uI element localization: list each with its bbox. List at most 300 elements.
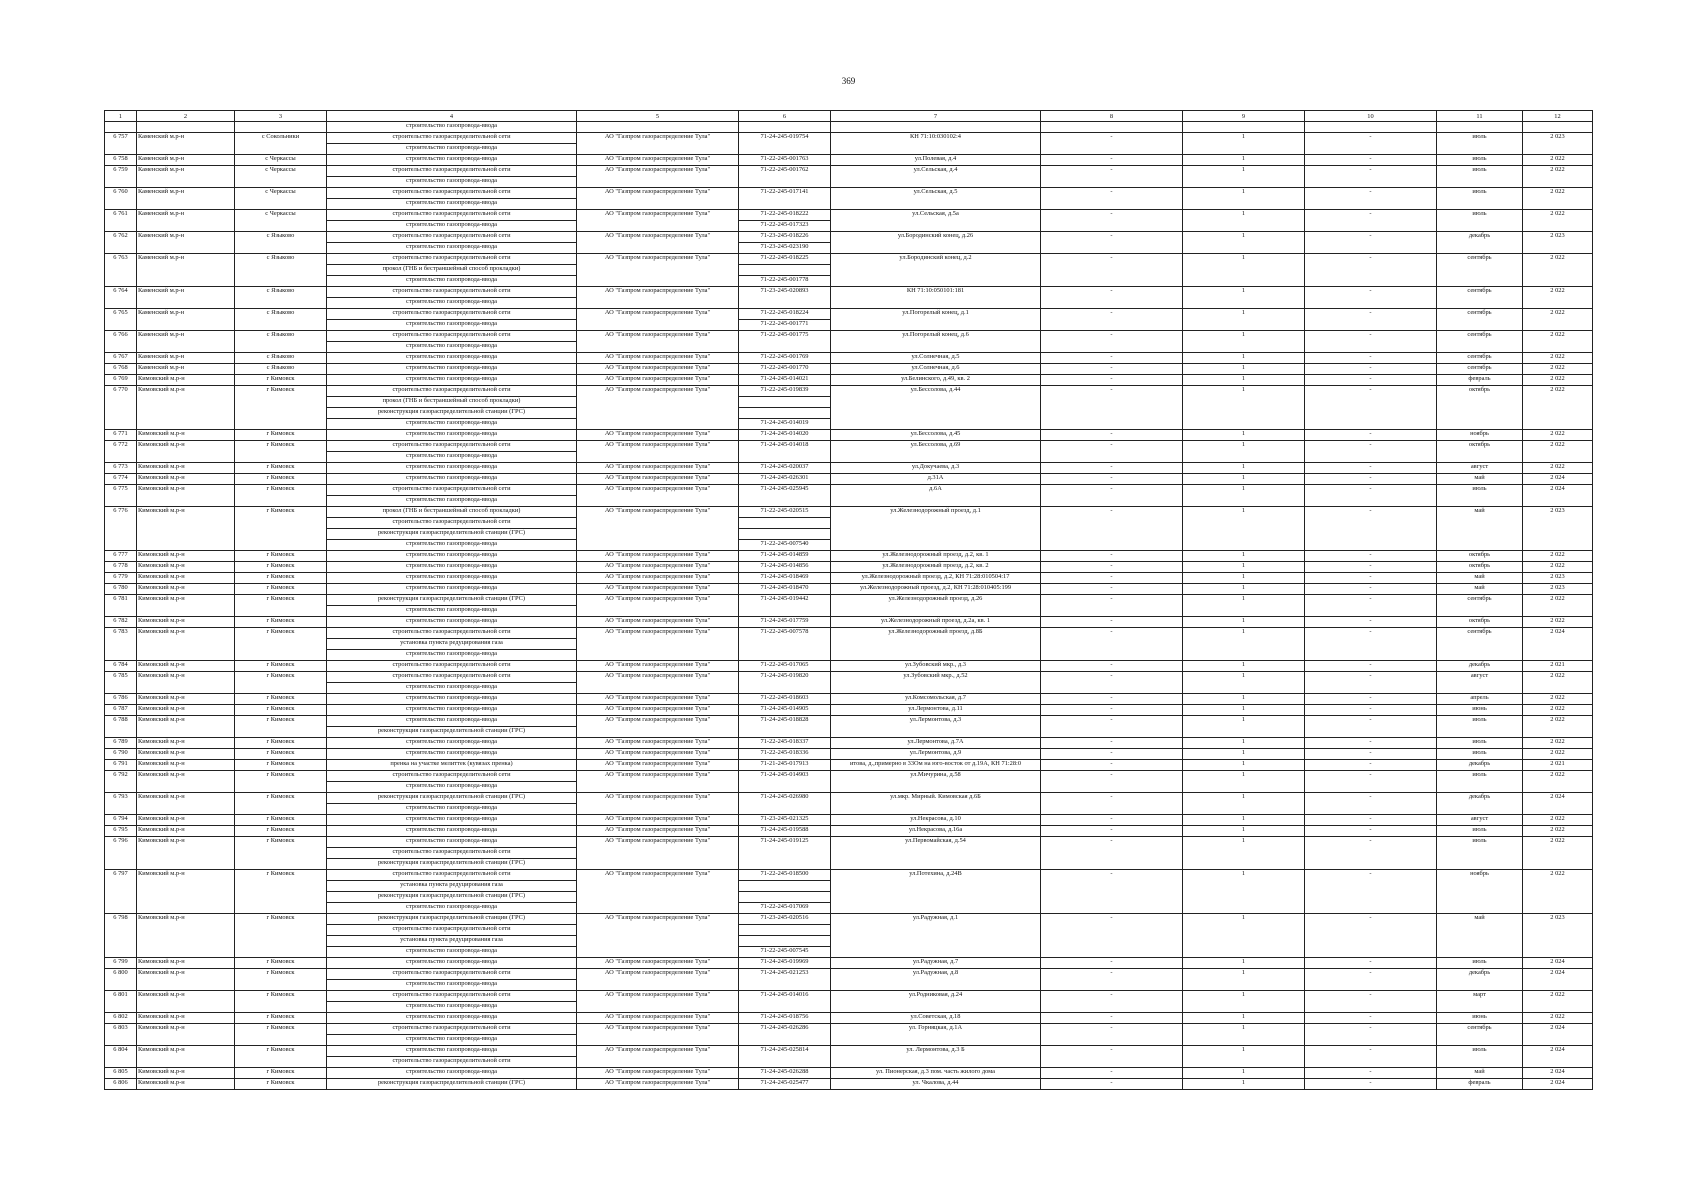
work-item: строительство газопровода-ввода [406,463,497,470]
year-cell: 2 022 [1523,837,1593,870]
work-item: строительство газопровода-ввода [406,617,497,624]
col8-cell: - [1041,595,1183,617]
work-item: строительство газопровода-ввода [327,902,576,913]
month-cell: декабрь [1437,760,1523,771]
col9-cell: 1 [1183,287,1305,309]
col8-cell: - [1041,562,1183,573]
col10-cell: - [1305,188,1437,210]
district-cell: Кимовский м.р-н [137,628,235,661]
year-cell: 2 022 [1523,353,1593,364]
month-cell: май [1437,1068,1523,1079]
application-id-cell [739,760,831,771]
district-cell: Кимовский м.р-н [137,441,235,463]
month-cell: февраль [1437,375,1523,386]
settlement-cell: г Кимовск [235,793,327,815]
address-cell: д.31А [831,474,1041,485]
col8-cell: - [1041,870,1183,914]
table-row [105,364,1593,375]
year-cell: 2 022 [1523,364,1593,375]
organization-cell: АО "Газпром газораспределение Тула" [577,1024,739,1046]
row-number: 6 774 [105,474,137,485]
works-cell [327,232,577,254]
application-id: 71-22-245-018337 [760,738,809,745]
col10-cell: - [1305,749,1437,760]
row-number: 6 783 [105,628,137,661]
address-cell: ул.Радужная, д.1 [831,914,1041,958]
application-id-cell [739,584,831,595]
col8-cell: - [1041,210,1183,232]
year-cell: 2 022 [1523,254,1593,287]
year-cell: 2 023 [1523,232,1593,254]
col8-cell: - [1041,749,1183,760]
col8-cell [1041,122,1183,133]
work-item: строительство газораспределительной сети [392,1024,511,1031]
application-id [739,264,830,275]
application-id-cell [739,815,831,826]
row-number: 6 758 [105,155,137,166]
organization-cell: АО "Газпром газораспределение Тула" [577,155,739,166]
col9-cell: 1 [1183,1046,1305,1068]
address-cell: ул.Лермонтова, д.7А [831,738,1041,749]
settlement-cell: с Языково [235,309,327,331]
col8-cell: - [1041,914,1183,958]
organization-cell: АО "Газпром газораспределение Тула" [577,573,739,584]
work-item: строительство газораспределительной сети [392,254,511,261]
address-cell: ул.Радужная, д.7 [831,958,1041,969]
application-id: 71-24-245-014019 [739,418,830,429]
col9-cell: 1 [1183,991,1305,1013]
column-header: 7 [831,111,1041,122]
col9-cell: 1 [1183,738,1305,749]
work-item: строительство газопровода-ввода [406,837,497,844]
application-id-cell [739,595,831,617]
application-id-cell [739,133,831,155]
col9-cell: 1 [1183,1079,1305,1090]
organization-cell: АО "Газпром газораспределение Тула" [577,562,739,573]
work-item: строительство газораспределительной сети [392,133,511,140]
year-cell: 2 023 [1523,914,1593,958]
district-cell: Кимовский м.р-н [137,463,235,474]
settlement-cell: г Кимовск [235,716,327,738]
application-id: 71-24-245-019125 [760,837,809,844]
application-id-cell [739,694,831,705]
application-id: 71-22-245-007578 [760,628,809,635]
address-cell: ул. Пионерская, д.3 пом. часть жилого дома [831,1068,1041,1079]
year-cell: 2 024 [1523,485,1593,507]
col8-cell: - [1041,815,1183,826]
district-cell: Кимовский м.р-н [137,793,235,815]
month-cell: май [1437,584,1523,595]
work-item: строительство газораспределительной сети [392,870,511,877]
year-cell: 2 024 [1523,958,1593,969]
application-id: 71-24-245-019442 [760,595,809,602]
application-id [739,528,830,539]
col9-cell: 1 [1183,1013,1305,1024]
month-cell: октябрь [1437,441,1523,463]
col10-cell: - [1305,166,1437,188]
address-cell: ул.Лермонтова, д.9 [831,749,1041,760]
settlement-cell: г Кимовск [235,551,327,562]
settlement-cell: г Кимовск [235,837,327,870]
column-header: 5 [577,111,739,122]
district-cell: Кимовский м.р-н [137,837,235,870]
settlement-cell: г Кимовск [235,991,327,1013]
address-cell: ул.Солнечная, д.5 [831,353,1041,364]
work-item: строительство газопровода-ввода [327,143,576,154]
col10-cell: - [1305,837,1437,870]
settlement-cell: г Кимовск [235,1024,327,1046]
col9-cell: 1 [1183,562,1305,573]
application-id-cell [739,331,831,353]
district-cell: Кимовский м.р-н [137,738,235,749]
works-cell [327,364,577,375]
table-row [105,562,1593,573]
col8-cell: - [1041,1024,1183,1046]
application-id: 71-24-245-019754 [760,133,809,140]
month-cell: июль [1437,771,1523,793]
application-id: 71-23-245-018226 [760,232,809,239]
work-item: строительство газопровода-ввода [327,275,576,286]
month-cell: сентябрь [1437,309,1523,331]
row-number: 6 777 [105,551,137,562]
col9-cell: 1 [1183,914,1305,958]
district-cell: Кимовский м.р-н [137,771,235,793]
col9-cell: 1 [1183,364,1305,375]
work-item: строительство газопровода-ввода [327,176,576,187]
district-cell: Кимовский м.р-н [137,1079,235,1090]
month-cell: ноябрь [1437,870,1523,914]
organization-cell: АО "Газпром газораспределение Тула" [577,1013,739,1024]
organization-cell: АО "Газпром газораспределение Тула" [577,1068,739,1079]
organization-cell: АО "Газпром газораспределение Тула" [577,738,739,749]
col8-cell: - [1041,474,1183,485]
col9-cell: 1 [1183,870,1305,914]
col8-cell: - [1041,826,1183,837]
application-id-cell [739,1079,831,1090]
row-number: 6 780 [105,584,137,595]
col10-cell: - [1305,485,1437,507]
district-cell: Кимовский м.р-н [137,914,235,958]
col8-cell: - [1041,958,1183,969]
year-cell [1523,122,1593,133]
address-cell: ул.Некрасова, д.10 [831,815,1041,826]
table-row [105,1024,1593,1046]
district-cell: Каменский м.р-н [137,210,235,232]
row-number: 6 790 [105,749,137,760]
col10-cell: - [1305,738,1437,749]
application-id: 71-24-245-014020 [760,430,809,437]
table-row [105,441,1593,463]
row-number: 6 797 [105,870,137,914]
address-cell: ул.Железнодорожный проезд, д.8Б [831,628,1041,661]
col9-cell: 1 [1183,309,1305,331]
work-item: строительство газопровода-ввода [406,430,497,437]
month-cell: июль [1437,826,1523,837]
col9-cell: 1 [1183,628,1305,661]
district-cell: Кимовский м.р-н [137,573,235,584]
works-cell [327,287,577,309]
organization-cell: АО "Газпром газораспределение Тула" [577,287,739,309]
col9-cell: 1 [1183,815,1305,826]
application-id: 71-24-245-018828 [760,716,809,723]
month-cell: сентябрь [1437,1024,1523,1046]
application-id: 71-24-245-020037 [760,463,809,470]
col10-cell: - [1305,1024,1437,1046]
address-cell: ул.Железнодорожный проезд, д.1 [831,507,1041,551]
settlement-cell: с Черкассы [235,188,327,210]
application-id-cell [739,716,831,738]
organization-cell: АО "Газпром газораспределение Тула" [577,628,739,661]
settlement-cell: г Кимовск [235,474,327,485]
col10-cell: - [1305,155,1437,166]
table-row [105,1013,1593,1024]
table-row [105,1079,1593,1090]
application-id: 71-24-245-019820 [760,672,809,679]
month-cell: июль [1437,958,1523,969]
col10-cell: - [1305,815,1437,826]
row-number: 6 769 [105,375,137,386]
row-number: 6 789 [105,738,137,749]
address-cell: ул.Погорелый конец, д.6 [831,331,1041,353]
col10-cell: - [1305,991,1437,1013]
col10-cell: - [1305,1068,1437,1079]
application-id: 71-24-245-014018 [760,441,809,448]
works-cell [327,375,577,386]
year-cell: 2 022 [1523,1013,1593,1024]
month-cell: июль [1437,749,1523,760]
table-row [105,749,1593,760]
works-cell [327,441,577,463]
table-row [105,287,1593,309]
works-cell [327,694,577,705]
col8-cell: - [1041,188,1183,210]
month-cell: август [1437,815,1523,826]
month-cell: декабрь [1437,793,1523,815]
application-id: 71-22-245-018225 [760,254,809,261]
year-cell: 2 022 [1523,672,1593,694]
application-id-cell [739,210,831,232]
application-id: 71-24-245-026301 [760,474,809,481]
settlement-cell: с Черкассы [235,210,327,232]
application-id [739,935,830,946]
district-cell: Каменский м.р-н [137,364,235,375]
district-cell: Каменский м.р-н [137,188,235,210]
row-number: 6 798 [105,914,137,958]
col8-cell: - [1041,430,1183,441]
application-id: 71-22-245-018224 [760,309,809,316]
col9-cell: 1 [1183,232,1305,254]
year-cell: 2 024 [1523,1046,1593,1068]
work-item: строительство газопровода-ввода [327,539,576,550]
settlement-cell: г Кимовск [235,507,327,551]
col9-cell: 1 [1183,507,1305,551]
col10-cell: - [1305,969,1437,991]
year-cell: 2 024 [1523,474,1593,485]
month-cell: июль [1437,188,1523,210]
works-cell [327,463,577,474]
application-id [739,880,830,891]
works-cell [327,1068,577,1079]
application-id-cell [739,441,831,463]
works-cell [327,1079,577,1090]
col10-cell: - [1305,661,1437,672]
organization-cell: АО "Газпром газораспределение Тула" [577,364,739,375]
table-row [105,210,1593,232]
settlement-cell [235,122,327,133]
settlement-cell: г Кимовск [235,1079,327,1090]
works-cell [327,672,577,694]
organization-cell [577,122,739,133]
works-cell [327,1013,577,1024]
row-number: 6 773 [105,463,137,474]
table-row [105,958,1593,969]
work-item: строительство газораспределительной сети [392,771,511,778]
application-id: 71-24-245-026288 [760,1068,809,1075]
application-id-cell [739,1046,831,1068]
table-row [105,353,1593,364]
work-item: строительство газопровода-ввода [327,682,576,693]
year-cell: 2 023 [1523,584,1593,595]
table-row [105,628,1593,661]
col10-cell: - [1305,133,1437,155]
work-item: строительство газопровода-ввода [327,781,576,792]
application-id-cell [739,969,831,991]
col9-cell: 1 [1183,1068,1305,1079]
district-cell: Кимовский м.р-н [137,551,235,562]
row-number: 6 799 [105,958,137,969]
address-cell: КН 71:10:030102:4 [831,133,1041,155]
work-item: строительство газопровода-ввода [327,220,576,231]
work-item: строительство газораспределительной сети [392,331,511,338]
district-cell: Кимовский м.р-н [137,661,235,672]
row-number: 6 766 [105,331,137,353]
col9-cell: 1 [1183,694,1305,705]
year-cell: 2 022 [1523,551,1593,562]
table-row [105,309,1593,331]
work-item: строительство газопровода-ввода [406,826,497,833]
organization-cell: АО "Газпром газораспределение Тула" [577,815,739,826]
month-cell: апрель [1437,694,1523,705]
application-id: 71-22-245-001762 [760,166,809,173]
district-cell: Кимовский м.р-н [137,991,235,1013]
col8-cell: - [1041,738,1183,749]
works-cell [327,969,577,991]
works-cell [327,837,577,870]
settlement-cell: г Кимовск [235,584,327,595]
works-cell [327,617,577,628]
district-cell [137,122,235,133]
district-cell: Кимовский м.р-н [137,1068,235,1079]
year-cell: 2 024 [1523,1079,1593,1090]
col8-cell: - [1041,485,1183,507]
settlement-cell: г Кимовск [235,760,327,771]
year-cell: 2 022 [1523,694,1593,705]
organization-cell: АО "Газпром газораспределение Тула" [577,485,739,507]
col10-cell: - [1305,309,1437,331]
organization-cell: АО "Газпром газораспределение Тула" [577,969,739,991]
works-cell [327,474,577,485]
table-row [105,232,1593,254]
settlement-cell: г Кимовск [235,958,327,969]
application-id-cell [739,287,831,309]
col10-cell: - [1305,210,1437,232]
col8-cell: - [1041,628,1183,661]
application-id: 71-22-245-018222 [760,210,809,217]
application-id: 71-24-245-025477 [760,1079,809,1086]
col9-cell: 1 [1183,441,1305,463]
year-cell: 2 022 [1523,188,1593,210]
col10-cell: - [1305,441,1437,463]
work-item: строительство газораспределительной сети [392,166,511,173]
work-item: прокол (ГНБ и бестраншейный способ прокладки) [382,507,521,514]
work-item: строительство газопровода-ввода [327,341,576,352]
col8-cell: - [1041,133,1183,155]
district-cell: Кимовский м.р-н [137,386,235,430]
works-cell [327,155,577,166]
settlement-cell: с Черкассы [235,155,327,166]
table-row [105,870,1593,914]
work-item: строительство газопровода-ввода [406,364,497,371]
address-cell: ул.Радужная, д.8 [831,969,1041,991]
settlement-cell: г Кимовск [235,661,327,672]
works-cell [327,562,577,573]
work-item: строительство газопровода-ввода [406,1046,497,1053]
year-cell: 2 022 [1523,386,1593,430]
application-id: 71-24-245-014903 [760,771,809,778]
col8-cell: - [1041,1079,1183,1090]
col9-cell: 1 [1183,463,1305,474]
application-id: 71-22-245-001778 [739,275,830,286]
work-item: строительство газораспределительной сети [327,1056,576,1067]
work-item: строительство газораспределительной сети [392,210,511,217]
month-cell: июль [1437,738,1523,749]
col9-cell: 1 [1183,551,1305,562]
work-item: установка пункта редуцирования газа [327,935,576,946]
row-number: 6 805 [105,1068,137,1079]
year-cell: 2 022 [1523,210,1593,232]
settlement-cell: г Кимовск [235,815,327,826]
row-number: 6 782 [105,617,137,628]
work-item: реконструкция газораспределительной станции (ГРС) [327,407,576,418]
district-cell: Каменский м.р-н [137,254,235,287]
year-cell: 2 022 [1523,617,1593,628]
col10-cell: - [1305,771,1437,793]
work-item: реконструкция газораспределительной станции (ГРС) [377,595,526,602]
organization-cell: АО "Газпром газораспределение Тула" [577,309,739,331]
application-id-cell [739,386,831,430]
address-cell: ул.Бородинский конец, д.26 [831,232,1041,254]
settlement-cell: с Черкассы [235,166,327,188]
settlement-cell: г Кимовск [235,1068,327,1079]
col8-cell: - [1041,386,1183,430]
application-id [739,407,830,418]
work-item: пренка на участке мелиттек (кувязах пренка) [390,760,513,767]
district-cell: Кимовский м.р-н [137,507,235,551]
organization-cell: АО "Газпром газораспределение Тула" [577,760,739,771]
settlement-cell: с Языково [235,353,327,364]
col8-cell: - [1041,672,1183,694]
work-item: строительство газопровода-ввода [406,694,497,701]
month-cell: июнь [1437,1013,1523,1024]
col10-cell: - [1305,1046,1437,1068]
year-cell: 2 023 [1523,507,1593,551]
col9-cell: 1 [1183,749,1305,760]
application-id: 71-22-245-007540 [739,539,830,550]
col8-cell: - [1041,364,1183,375]
application-id: 71-24-245-017759 [760,617,809,624]
settlement-cell: г Кимовск [235,562,327,573]
table-row [105,1068,1593,1079]
